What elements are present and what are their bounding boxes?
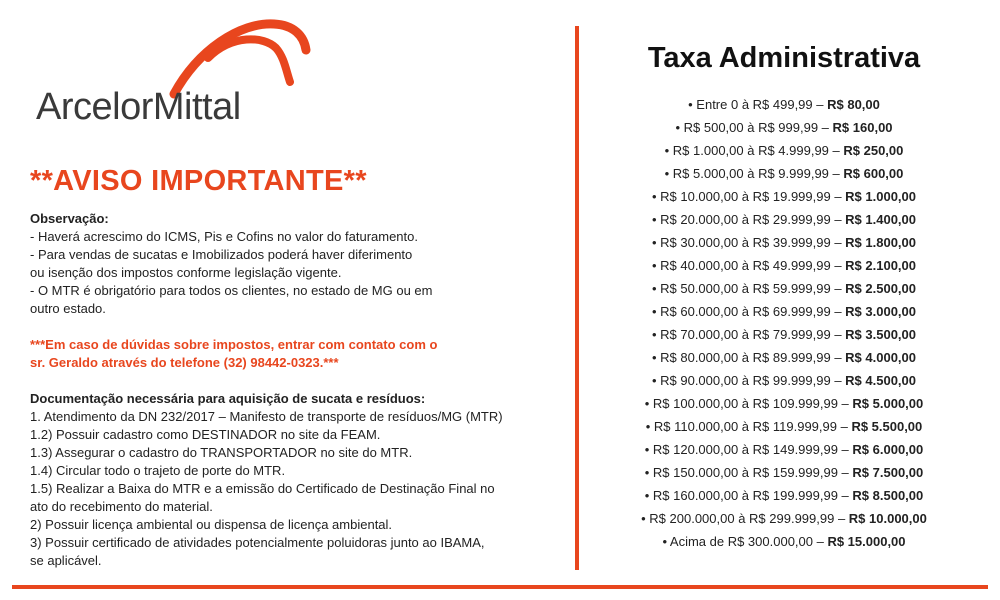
contact-line: ***Em caso de dúvidas sobre impostos, entrar com contato com o <box>30 337 438 352</box>
fee-range: • R$ 110.000,00 à R$ 119.999,99 – <box>645 419 852 434</box>
fee-range: • R$ 30.000,00 à R$ 39.999,99 – <box>651 235 846 250</box>
documentation-line: se aplicável. <box>30 553 102 568</box>
fee-item <box>584 463 984 486</box>
fee-table-title: Taxa Administrativa <box>647 42 921 74</box>
fee-range: • R$ 1.000,00 à R$ 4.999,99 – <box>664 143 844 158</box>
fee-item <box>584 256 984 279</box>
documentation-heading: Documentação necessária para aquisição de sucata e resíduos: <box>30 391 426 406</box>
documentation-line: ato do recebimento do material. <box>30 499 213 514</box>
fee-amount: R$ 7.500,00 <box>852 465 924 480</box>
observation-heading: Observação: <box>30 211 109 226</box>
documentation-line: 3) Possuir certificado de atividades potencialmente poluidoras junto ao IBAMA, <box>30 535 485 550</box>
fee-item <box>584 302 984 325</box>
documentation-line: 2) Possuir licença ambiental ou dispensa de licença ambiental. <box>30 517 393 532</box>
fee-item <box>584 233 984 256</box>
fee-amount: R$ 3.500,00 <box>845 327 917 342</box>
fee-item <box>584 210 984 233</box>
observation-line: - Para vendas de sucatas e Imobilizados poderá haver diferimento <box>30 247 413 262</box>
observation-line: - Haverá acrescimo do ICMS, Pis e Cofins no valor do faturamento. <box>30 229 418 244</box>
fee-amount: R$ 10.000,00 <box>848 511 927 526</box>
fee-amount: R$ 4.500,00 <box>845 373 917 388</box>
fee-amount: R$ 2.500,00 <box>845 281 917 296</box>
fee-range: • R$ 20.000,00 à R$ 29.999,99 – <box>651 212 846 227</box>
fee-range: • Acima de R$ 300.000,00 – <box>662 534 828 549</box>
fee-range: • R$ 500,00 à R$ 999,99 – <box>675 120 833 135</box>
documentation-line: 1.5) Realizar a Baixa do MTR e a emissão do Certificado de Destinação Final no <box>30 481 495 496</box>
fee-amount: R$ 5.500,00 <box>851 419 923 434</box>
notice-title: **AVISO IMPORTANTE** <box>30 165 367 197</box>
documentation-line: 1.4) Circular todo o trajeto de porte do MTR. <box>30 463 286 478</box>
fee-item <box>584 325 984 348</box>
brand-logo <box>30 20 260 130</box>
bottom-rule <box>12 585 988 589</box>
fee-range: • R$ 70.000,00 à R$ 79.999,99 – <box>651 327 846 342</box>
fee-amount: R$ 5.000,00 <box>852 396 924 411</box>
fee-item <box>584 371 984 394</box>
fee-list <box>584 95 984 555</box>
fee-range: • R$ 5.000,00 à R$ 9.999,99 – <box>664 166 844 181</box>
fee-amount: R$ 8.500,00 <box>852 488 924 503</box>
documentation-line: 1.3) Assegurar o cadastro do TRANSPORTADOR no site do MTR. <box>30 445 413 460</box>
vertical-divider <box>575 26 579 570</box>
fee-amount: R$ 6.000,00 <box>852 442 924 457</box>
fee-item <box>584 164 984 187</box>
fee-range: • R$ 50.000,00 à R$ 59.999,99 – <box>651 281 846 296</box>
fee-range: • R$ 150.000,00 à R$ 159.999,99 – <box>644 465 853 480</box>
fee-range: • R$ 10.000,00 à R$ 19.999,99 – <box>651 189 846 204</box>
fee-amount: R$ 3.000,00 <box>845 304 917 319</box>
fee-item <box>584 486 984 509</box>
fee-range: • R$ 200.000,00 à R$ 299.999,99 – <box>641 511 849 526</box>
fee-item <box>584 95 984 118</box>
fee-item <box>584 532 984 555</box>
fee-amount: R$ 2.100,00 <box>845 258 917 273</box>
fee-item <box>584 187 984 210</box>
documentation-line: 1.2) Possuir cadastro como DESTINADOR no site da FEAM. <box>30 427 381 442</box>
fee-amount: R$ 15.000,00 <box>827 534 906 549</box>
fee-item <box>584 394 984 417</box>
fee-range: • R$ 100.000,00 à R$ 109.999,99 – <box>644 396 853 411</box>
observation-line: - O MTR é obrigatório para todos os clientes, no estado de MG ou em <box>30 283 433 298</box>
fee-range: • R$ 160.000,00 à R$ 199.999,99 – <box>644 488 853 503</box>
documentation-line: 1. Atendimento da DN 232/2017 – Manifesto de transporte de resíduos/MG (MTR) <box>30 409 503 424</box>
fee-item <box>584 417 984 440</box>
fee-amount: R$ 160,00 <box>832 120 893 135</box>
fee-range: • R$ 40.000,00 à R$ 49.999,99 – <box>651 258 846 273</box>
fee-amount: R$ 1.800,00 <box>845 235 917 250</box>
fee-item <box>584 440 984 463</box>
notice-body <box>30 210 560 570</box>
fee-range: • R$ 90.000,00 à R$ 99.999,99 – <box>651 373 846 388</box>
observation-line: ou isenção dos impostos conforme legislação vigente. <box>30 265 342 280</box>
contact-line: sr. Geraldo através do telefone (32) 98442-0323.*** <box>30 355 339 370</box>
fee-range: • R$ 60.000,00 à R$ 69.999,99 – <box>651 304 846 319</box>
fee-item <box>584 348 984 371</box>
observation-line: outro estado. <box>30 301 106 316</box>
fee-item <box>584 509 984 532</box>
fee-amount: R$ 1.400,00 <box>845 212 917 227</box>
brand-name: ArcelorMittal <box>36 86 241 128</box>
fee-item <box>584 141 984 164</box>
fee-amount: R$ 600,00 <box>843 166 904 181</box>
fee-range: • R$ 80.000,00 à R$ 89.999,99 – <box>651 350 846 365</box>
fee-item <box>584 118 984 141</box>
fee-range: • Entre 0 à R$ 499,99 – <box>688 97 828 112</box>
fee-amount: R$ 80,00 <box>827 97 880 112</box>
fee-range: • R$ 120.000,00 à R$ 149.999,99 – <box>644 442 853 457</box>
fee-item <box>584 279 984 302</box>
fee-amount: R$ 1.000,00 <box>845 189 917 204</box>
fee-amount: R$ 4.000,00 <box>845 350 917 365</box>
fee-amount: R$ 250,00 <box>843 143 904 158</box>
